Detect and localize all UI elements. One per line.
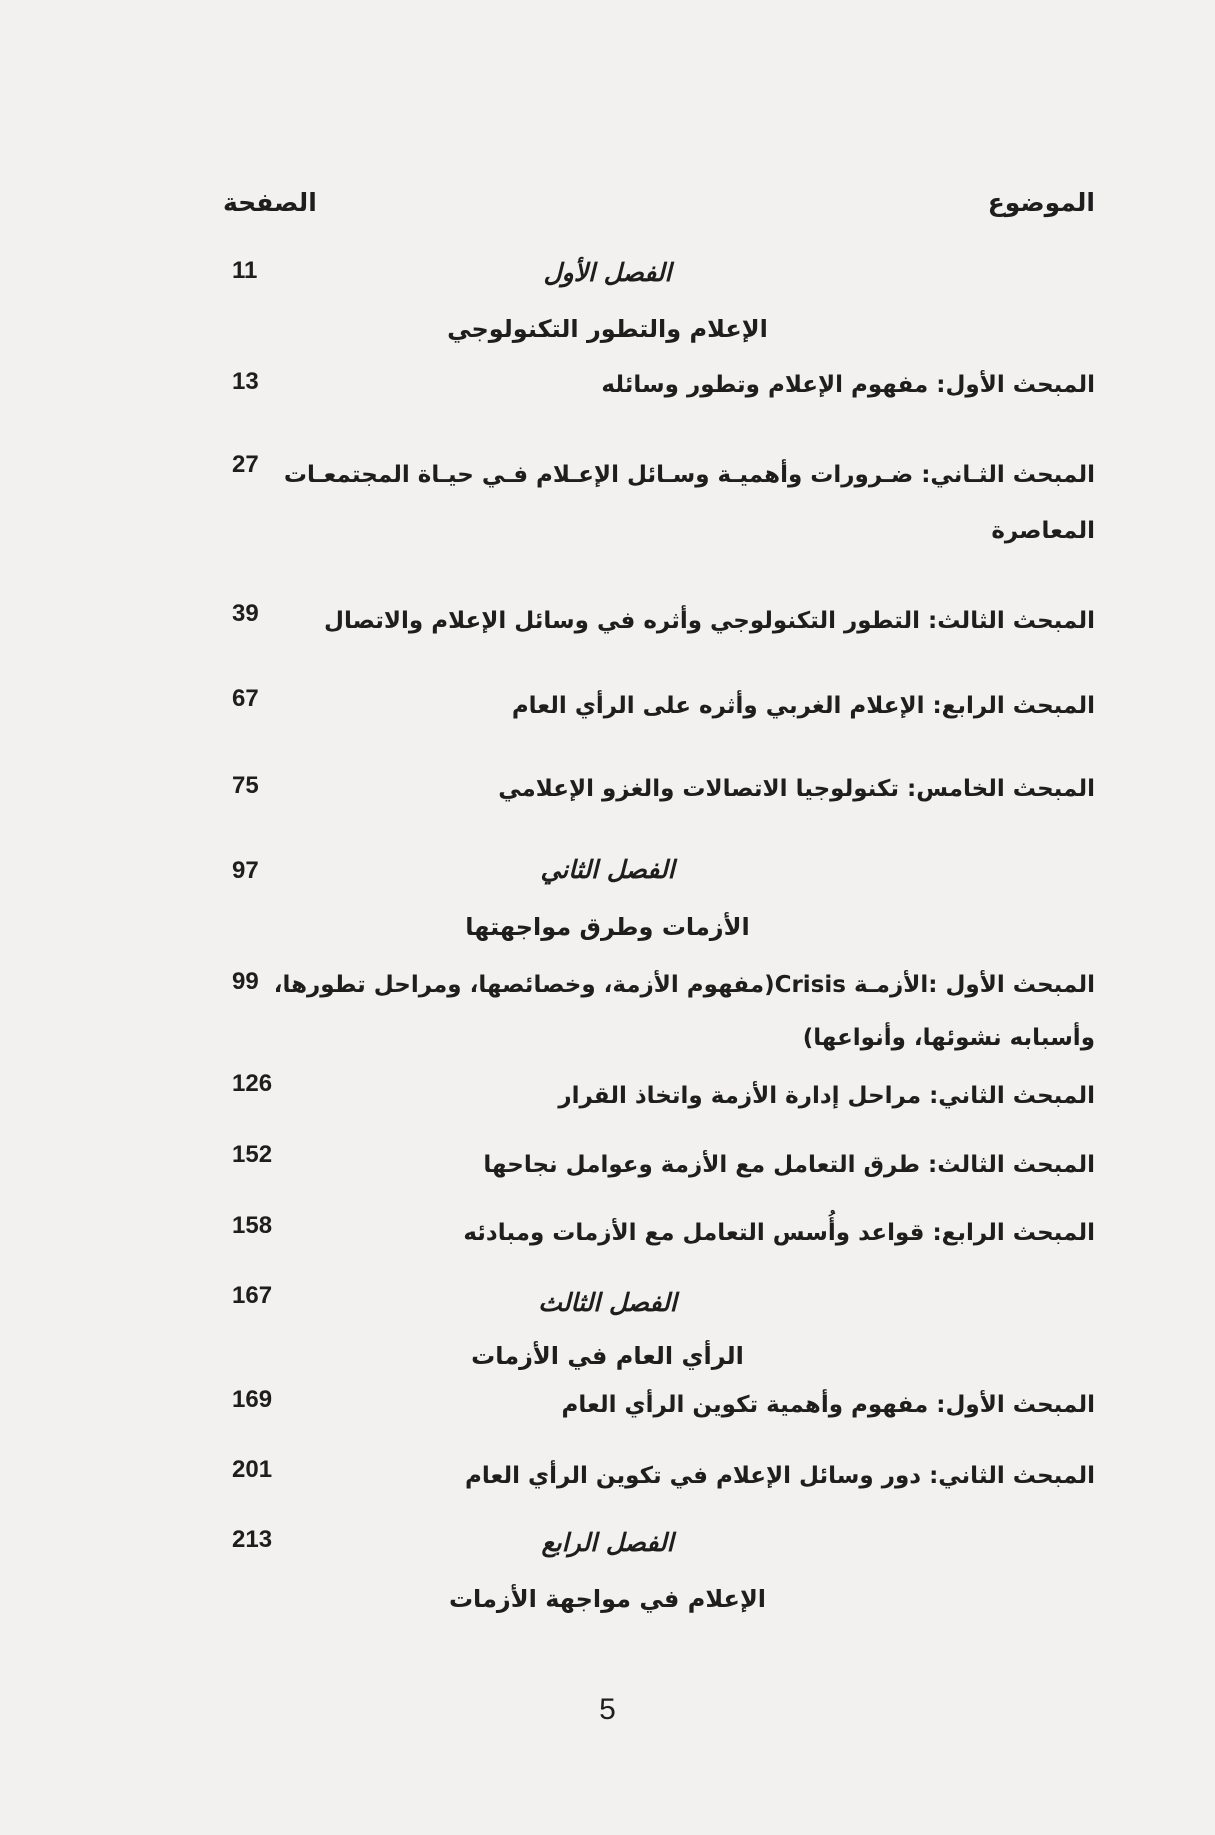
toc-page-number: 67 <box>232 685 259 712</box>
chapter-title: الإعلام في مواجهة الأزمات <box>448 1585 767 1613</box>
toc-entry: المبحث الأول: مفهوم الإعلام وتطور وسائله <box>601 372 1095 398</box>
chapter-title: الإعلام والتطور التكنولوجي <box>447 315 768 343</box>
toc-page-number: 75 <box>232 772 259 799</box>
toc-entry-continuation: وأسبابه نشوئها، وأنواعها) <box>802 1025 1095 1051</box>
toc-entry: المبحث الأول :الأزمـة Crisis(مفهوم الأزمة، وخصائصها، ومراحل تطورها، <box>273 972 1095 998</box>
toc-entry: المبحث الرابع: الإعلام الغربي وأثره على الرأي العام <box>511 693 1095 719</box>
chapter-page-number: 11 <box>232 257 258 284</box>
page-number-footer: 5 <box>599 1693 616 1726</box>
page-column-header: الصفحة <box>223 188 317 217</box>
toc-entry: المبحث الثـاني: ضـرورات وأهميـة وسـائل الإعـلام فـي حيـاة المجتمعـات <box>283 462 1095 488</box>
toc-page-number: 201 <box>232 1456 273 1483</box>
chapter-label: الفصل الرابع <box>541 1528 674 1557</box>
chapter-label: الفصل الثاني <box>540 855 675 884</box>
topic-column-header: الموضوع <box>987 188 1095 217</box>
toc-entry: المبحث الثالث: التطور التكنولوجي وأثره في وسائل الإعلام والاتصال <box>324 608 1095 634</box>
toc-entry: المبحث الثاني: دور وسائل الإعلام في تكوين الرأي العام <box>465 1463 1095 1489</box>
chapter-label: الفصل الثالث <box>538 1288 677 1317</box>
toc-entry: المبحث الخامس: تكنولوجيا الاتصالات والغزو الإعلامي <box>498 776 1095 802</box>
chapter-page-number: 97 <box>232 857 259 884</box>
toc-entry-continuation: المعاصرة <box>991 518 1095 544</box>
chapter-title: الأزمات وطرق مواجهتها <box>465 913 750 941</box>
toc-entry: المبحث الأول: مفهوم وأهمية تكوين الرأي العام <box>561 1392 1095 1418</box>
toc-page-number: 152 <box>232 1141 273 1168</box>
toc-page-number: 126 <box>232 1070 273 1097</box>
chapter-page-number: 167 <box>232 1282 273 1309</box>
toc-page-number: 169 <box>232 1386 273 1413</box>
toc-entry: المبحث الرابع: قواعد وأُسس التعامل مع الأزمات ومبادئه <box>463 1220 1095 1246</box>
toc-entry: المبحث الثالث: طرق التعامل مع الأزمة وعوامل نجاحها <box>483 1152 1095 1178</box>
chapter-page-number: 213 <box>232 1526 273 1553</box>
toc-page-number: 27 <box>232 451 259 478</box>
toc-page-number: 13 <box>232 368 259 395</box>
chapter-title: الرأي العام في الأزمات <box>471 1342 744 1370</box>
toc-entry: المبحث الثاني: مراحل إدارة الأزمة واتخاذ القرار <box>558 1083 1095 1109</box>
toc-page-number: 39 <box>232 600 259 627</box>
toc-page-number: 99 <box>232 968 259 995</box>
chapter-label: الفصل الأول <box>543 258 672 287</box>
toc-page-number: 158 <box>232 1212 273 1239</box>
